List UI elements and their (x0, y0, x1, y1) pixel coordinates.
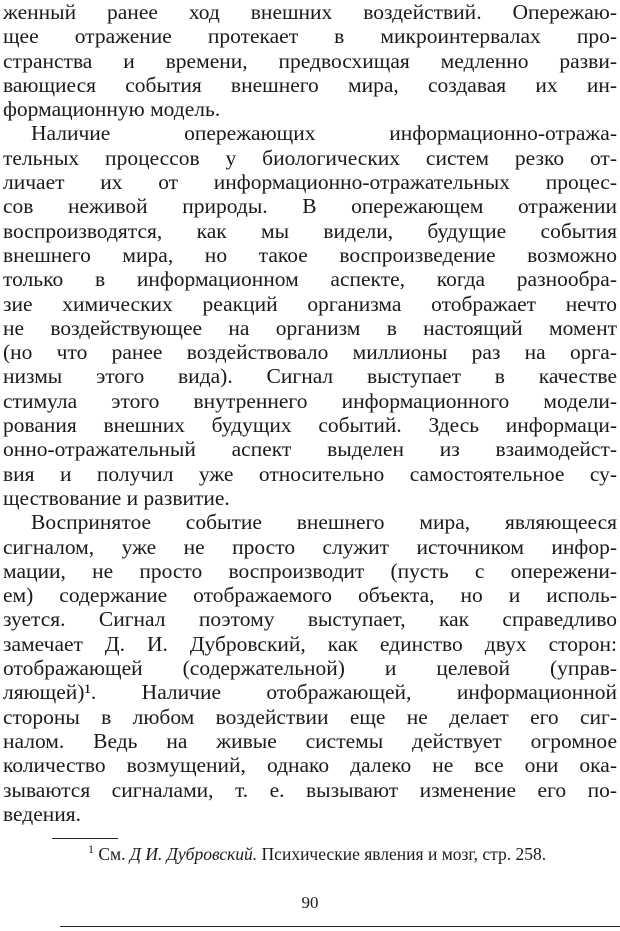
text-line: формационную модель. (3, 97, 221, 122)
footnote-prefix: См. (98, 844, 126, 864)
text-line: отображающей (содержательной) и целевой (управ- (3, 656, 617, 681)
text-line: тельных процессов у биологических систем резко от- (3, 145, 617, 170)
text-line: зие химических реакций организма отображает нечто (3, 291, 617, 316)
text-line: Воспринятое событие внешнего мира, являющееся (31, 510, 617, 535)
text-line: воспроизводятся, как мы видели, будущие события (3, 218, 617, 243)
text-line: количество возмущений, однако далеко не все они ока- (3, 753, 617, 778)
text-line: зуется. Сигнал поэтому выступает, как справедливо (3, 607, 617, 632)
text-line: вия и получил уже относительно самостоятельное су- (3, 461, 617, 486)
footnote-author: Д И. Дубровский. (129, 844, 258, 864)
text-line: женный ранее ход внешних воздействий. Опережаю- (3, 0, 617, 24)
text-line: мации, не просто воспроизводит (пусть с опережени- (3, 558, 617, 583)
footnote-divider (52, 838, 118, 839)
footnote (88, 843, 546, 865)
text-line: щее отражение протекает в микроинтервалах про- (3, 24, 617, 49)
bottom-rule (60, 926, 620, 927)
footnote-marker: 1 (88, 842, 94, 857)
text-line: ведения. (3, 801, 82, 826)
text-line: только в информационном аспекте, когда разнообра- (3, 267, 617, 292)
text-line: не воздействующее на организм в настоящий момент (3, 315, 617, 340)
text-line: ществование и развитие. (3, 485, 230, 510)
text-line: внешнего мира, но такое воспроизведение возможно (3, 242, 617, 267)
text-line: ляющей)¹. Наличие отображающей, информационной (3, 680, 617, 705)
text-line: вающиеся события внешнего мира, создавая их ин- (3, 72, 617, 97)
body-text (3, 0, 617, 826)
text-line: низмы этого вида). Сигнал выступает в качестве (3, 364, 617, 389)
text-line: странства и времени, предвосхищая медленно разви- (3, 48, 617, 73)
text-line: сигналом, уже не просто служит источником инфор- (3, 534, 617, 559)
text-line: замечает Д. И. Дубровский, как единство двух сторон: (3, 631, 617, 656)
page-number: 90 (301, 893, 319, 912)
text-line: рования внешних будущих событий. Здесь информаци- (3, 413, 617, 438)
text-line: сов неживой природы. В опережающем отражении (3, 194, 617, 219)
text-line: (но что ранее воздействовало миллионы раз на орга- (3, 340, 617, 365)
text-line: личает их от информационно-отражательных процес- (3, 170, 617, 195)
text-line: зываются сигналами, т. е. вызывают изменение его по- (3, 777, 617, 802)
footnote-text: Психические явления и мозг, стр. 258. (261, 844, 547, 864)
text-line: Наличие опережающих информационно-отража- (31, 121, 617, 146)
text-line: стороны в любом воздействии еще не делает его сиг- (3, 704, 617, 729)
text-line: налом. Ведь на живые системы действует огромное (3, 728, 617, 753)
text-line: онно-отражательный аспект выделен из взаимодейст- (3, 437, 617, 462)
text-line: ем) содержание отображаемого объекта, но и исполь- (3, 583, 617, 608)
text-line: стимула этого внутреннего информационного модели- (3, 388, 617, 413)
